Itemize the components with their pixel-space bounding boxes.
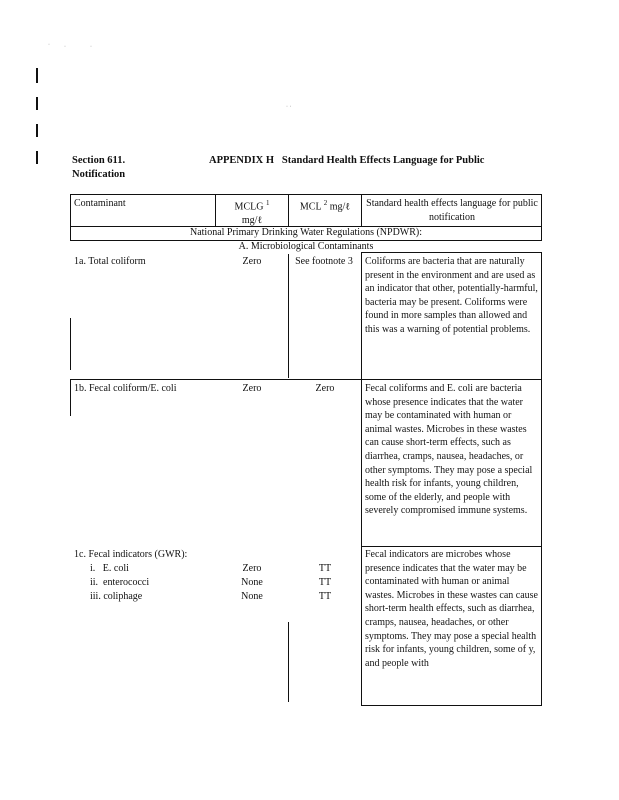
scan-speck: · · [286,104,292,110]
row-1a-contaminant: 1a. Total coliform [74,256,146,267]
row-1b-right-border [541,380,542,546]
appendix-title: Standard Health Effects Language for Public [281,155,485,166]
row-1c-subitem-mcl: TT [318,577,332,588]
revision-bar [36,68,38,83]
mcl-label: MCL [299,201,322,213]
revision-bar [36,124,38,137]
row-1a-mcl-border [288,254,289,378]
row-1a-left-border [70,318,71,370]
section-notification: Notification [72,169,126,180]
mcl-unit: mg/ℓ [329,201,351,213]
row-1c-subitem-label: ii. enterococci [90,577,150,588]
row-1c-subitem-mcl: TT [318,591,332,602]
row-1a-mcl: See footnote 3 [295,256,353,267]
row-1c-effects: Fecal indicators are microbes whose presence indicates that the water may be contaminated with human or animal wastes. Microbes in these wastes can cause short-term health effects, such as diarrhea, cramps, nausea, headaches, or other symptoms. They may pose a special health risk for infants, young children, some of y, and people with [365,549,538,669]
row-1c-subitem-mclg: None [241,591,263,602]
row-1a-top-border [362,252,542,253]
row-1c-contaminant: 1c. Fecal indicators (GWR): [74,549,188,560]
revision-bar [36,151,38,164]
scan-speck: · [48,42,50,48]
row-1b-top-border [70,379,542,380]
appendix-heading [209,154,549,168]
row-1a-right-border [541,252,542,380]
row-1b-left-border [70,380,71,416]
row-1a-mclg: Zero [242,256,262,267]
row-1c-subitem-mclg: None [241,577,263,588]
scan-speck: · [90,44,92,50]
row-1c-mcl-border [288,622,289,702]
row-1a-effects-border [361,252,362,380]
col-header-contaminant: Contaminant [74,198,126,209]
col-header-mclg [216,197,288,228]
row-1c-subitem-label: i. E. coli [90,563,129,574]
row-1c-subitem-mclg: Zero [242,563,262,574]
mclg-unit: mg/ℓ [241,214,263,226]
row-1c-top-border [362,546,542,547]
appendix-label: APPENDIX H [209,155,275,166]
mclg-label: MCLG [234,201,264,213]
col-header-mcl [289,197,361,214]
col-header-effects: Standard health effects language for public notification [366,198,538,223]
row-1c-partial-bottom [362,705,542,706]
table-top-border [70,194,542,195]
col-divider [361,194,362,226]
mcl-footnote: 2 [323,199,328,207]
mclg-footnote: 1 [265,199,270,207]
section-number: Section 611. [72,155,126,166]
row-1b-mcl: Zero [315,383,335,394]
revision-bar [36,97,38,110]
row-1b-mclg: Zero [242,383,262,394]
row-1b-effects: Fecal coliforms and E. coli are bacteria whose presence indicates that the water may be contaminated with human or animal wastes. Microbes in these wastes can cause short-term effects, such as diarrhea, cramps, nausea, headaches, or other symptoms. They may pose a special health risk for infants, young children, some of the elderly, and people with severely compromised immune systems. [365,383,533,517]
row-1c-effects-border [361,546,362,706]
regulation-heading: National Primary Drinking Water Regulations (NPDWR): [189,227,423,238]
row-1b-effects-border [361,380,362,546]
row-1c-subitem-label: iii. coliphage [90,591,143,602]
section-heading [72,154,182,182]
scan-speck: · [64,44,66,50]
category-heading: A. Microbiological Contaminants [238,241,374,252]
row-1c-right-border [541,546,542,706]
row-1c-subitem-mcl: TT [318,563,332,574]
row-1b-contaminant: 1b. Fecal coliform/E. coli [74,383,177,394]
row-1a-effects: Coliforms are bacteria that are naturally present in the environment and are used as an indicator that other, potentially-harmful, bacteria may be present. Coliforms were found in more samples than allowed and this was a warning of potential problems. [365,256,538,335]
